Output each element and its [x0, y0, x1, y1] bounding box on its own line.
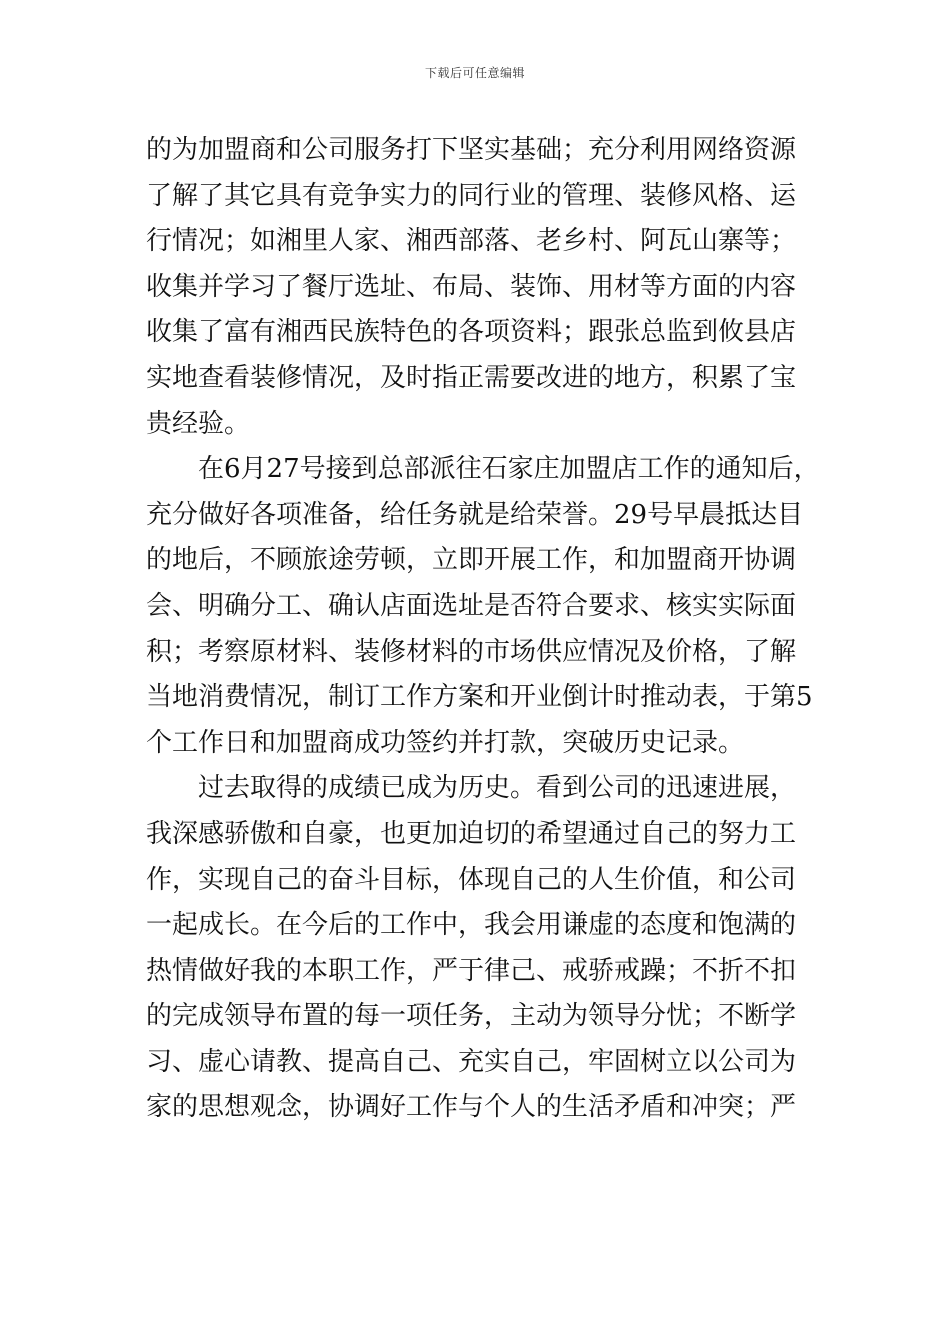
text-line: 的完成领导布置的每一项任务，主动为领导分忧；不断学 — [146, 1001, 797, 1032]
text-line: 的地后，不顾旅途劳顿，立即开展工作，和加盟商开协调 — [146, 545, 797, 576]
text-line: 在6月27号接到总部派往石家庄加盟店工作的通知后， — [146, 454, 820, 485]
text-line: 实地查看装修情况，及时指正需要改进的地方，积累了宝 — [146, 362, 797, 393]
text-line: 的为加盟商和公司服务打下坚实基础；充分利用网络资源 — [146, 135, 797, 165]
text-line: 当地消费情况，制订工作方案和开业倒计时推动表，于第5 — [146, 682, 813, 713]
text-line: 行情况；如湘里人家、湘西部落、老乡村、阿瓦山寨等； — [146, 226, 797, 257]
text-line: 一起成长。在今后的工作中，我会用谦虚的态度和饱满的 — [146, 910, 797, 941]
text-line: 热情做好我的本职工作，严于律己、戒骄戒躁；不折不扣 — [146, 955, 797, 986]
text-line: 我深感骄傲和自豪，也更加迫切的希望通过自己的努力工 — [146, 818, 797, 849]
page-header-note: 下载后可任意编辑 — [424, 66, 525, 80]
text-line: 个工作日和加盟商成功签约并打款，突破历史记录。 — [146, 727, 745, 758]
text-line: 会、明确分工、确认店面选址是否符合要求、核实实际面 — [146, 590, 797, 621]
text-line: 收集并学习了餐厅选址、布局、装饰、用材等方面的内容 — [146, 271, 797, 302]
text-line: 了解了其它具有竞争实力的同行业的管理、装修风格、运 — [146, 180, 797, 211]
text-line: 充分做好各项准备，给任务就是给荣誉。29号早晨抵达目 — [146, 499, 804, 530]
text-line: 家的思想观念，协调好工作与个人的生活矛盾和冲突；严 — [146, 1092, 797, 1123]
document-body — [146, 128, 818, 1131]
text-line: 习、虚心请教、提高自己、充实自己，牢固树立以公司为 — [146, 1046, 797, 1077]
text-line: 作，实现自己的奋斗目标，体现自己的人生价值，和公司 — [146, 864, 797, 895]
text-line: 积；考察原材料、装修材料的市场供应情况及价格，了解 — [146, 636, 797, 667]
text-line: 过去取得的成绩已成为历史。看到公司的迅速进展， — [146, 773, 797, 804]
text-line: 收集了富有湘西民族特色的各项资料；跟张总监到攸县店 — [146, 317, 797, 348]
text-line: 贵经验。 — [146, 408, 251, 439]
